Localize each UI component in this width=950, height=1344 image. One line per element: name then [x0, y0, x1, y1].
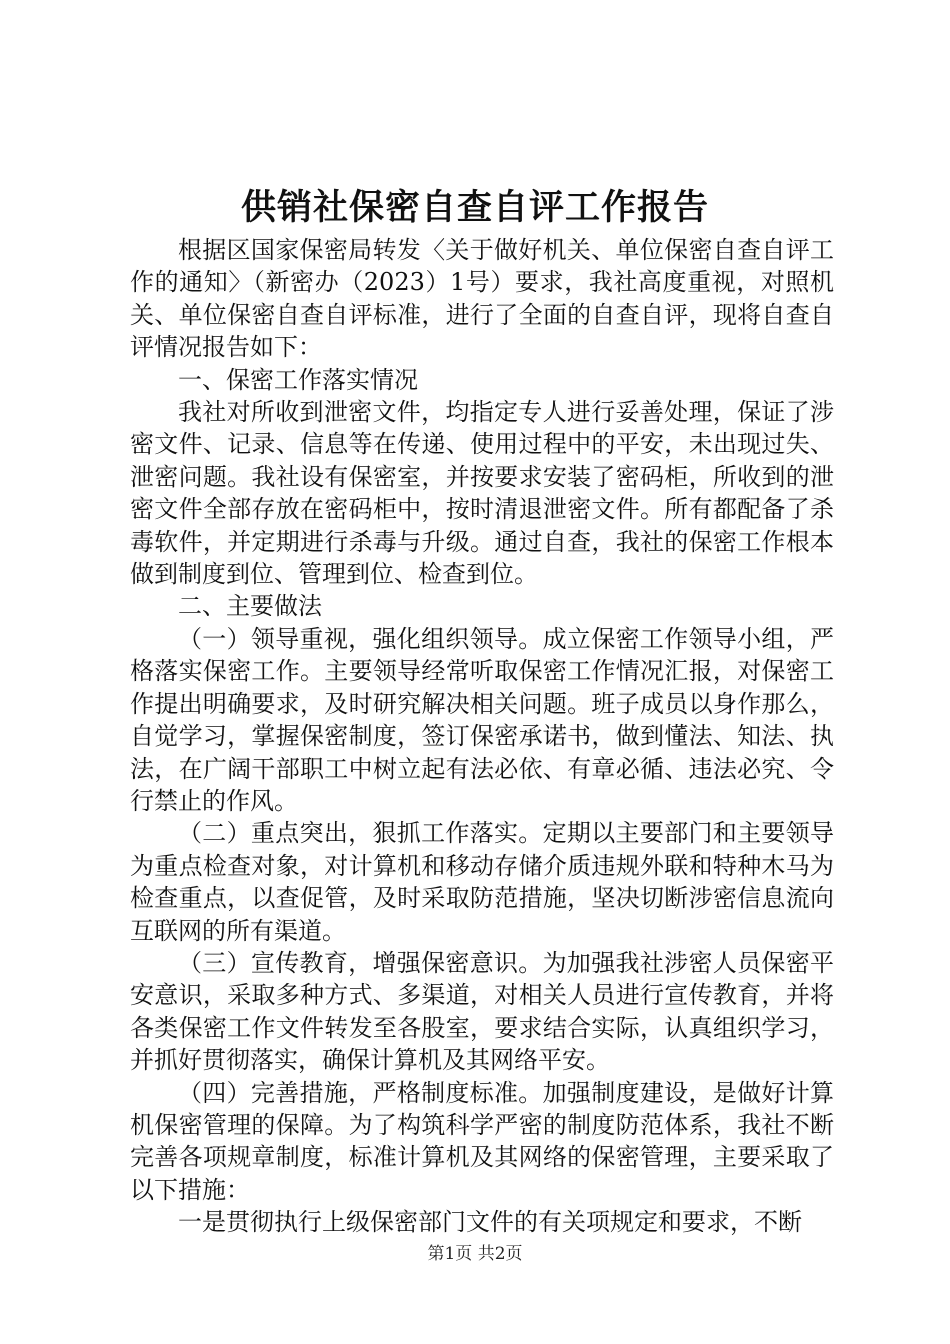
measure-1-paragraph: （一）领导重视，强化组织领导。成立保密工作领导小组，严格落实保密工作。主要领导经常听取保密工作情况汇报，对保密工作提出明确要求，及时研究解决相关问题。班子成员以身作那么，自觉学习，掌握保密制度，签订保密承诺书，做到懂法、知法、执法，在广阔干部职工中树立起有法必依、有章必循、违法必究、令行禁止的作风。: [130, 624, 834, 815]
section-heading-1: 一、保密工作落实情况: [178, 365, 418, 394]
section-heading-2: 二、主要做法: [178, 592, 322, 621]
measure-2-paragraph: （二）重点突出，狠抓工作落实。定期以主要部门和主要领导为重点检查对象，对计算机和移动存储介质违规外联和特种木马为检查重点，以查促管，及时采取防范措施，坚决切断涉密信息流向互联网的所有渠道。: [130, 819, 834, 945]
measure-4-paragraph: （四）完善措施，严格制度标准。加强制度建设，是做好计算机保密管理的保障。为了构筑科学严密的制度防范体系，我社不断完善各项规章制度，标准计算机及其网络的保密管理，主要采取了以下措施：: [130, 1078, 834, 1204]
document-title: 供销社保密自查自评工作报告: [240, 187, 709, 228]
page-footer: 第1页 共2页: [427, 1244, 523, 1264]
document-body: [130, 234, 834, 1239]
measure-3-paragraph: （三）宣传教育，增强保密意识。为加强我社涉密人员保密平安意识，采取多种方式、多渠道，对相关人员进行宣传教育，并将各类保密工作文件转发至各股室，要求结合实际，认真组织学习，并抓好贯彻落实，确保计算机及其网络平安。: [130, 948, 834, 1075]
intro-paragraph: 根据区国家保密局转发〈关于做好机关、单位保密自查自评工作的通知〉（新密办（2023）1号）要求，我社高度重视，对照机关、单位保密自查自评标准，进行了全面的自查自评，现将自查自评情况报告如下：: [130, 236, 834, 362]
sub-measure-paragraph: 一是贯彻执行上级保密部门文件的有关项规定和要求，不断: [178, 1208, 802, 1237]
section-1-paragraph: 我社对所收到泄密文件，均指定专人进行妥善处理，保证了涉密文件、记录、信息等在传递、使用过程中的平安，未出现过失、泄密问题。我社设有保密室，并按要求安装了密码柜，所收到的泄密文件全部存放在密码柜中，按时清退泄密文件。所有都配备了杀毒软件，并定期进行杀毒与升级。通过自查，我社的保密工作根本做到制度到位、管理到位、检查到位。: [130, 398, 834, 589]
